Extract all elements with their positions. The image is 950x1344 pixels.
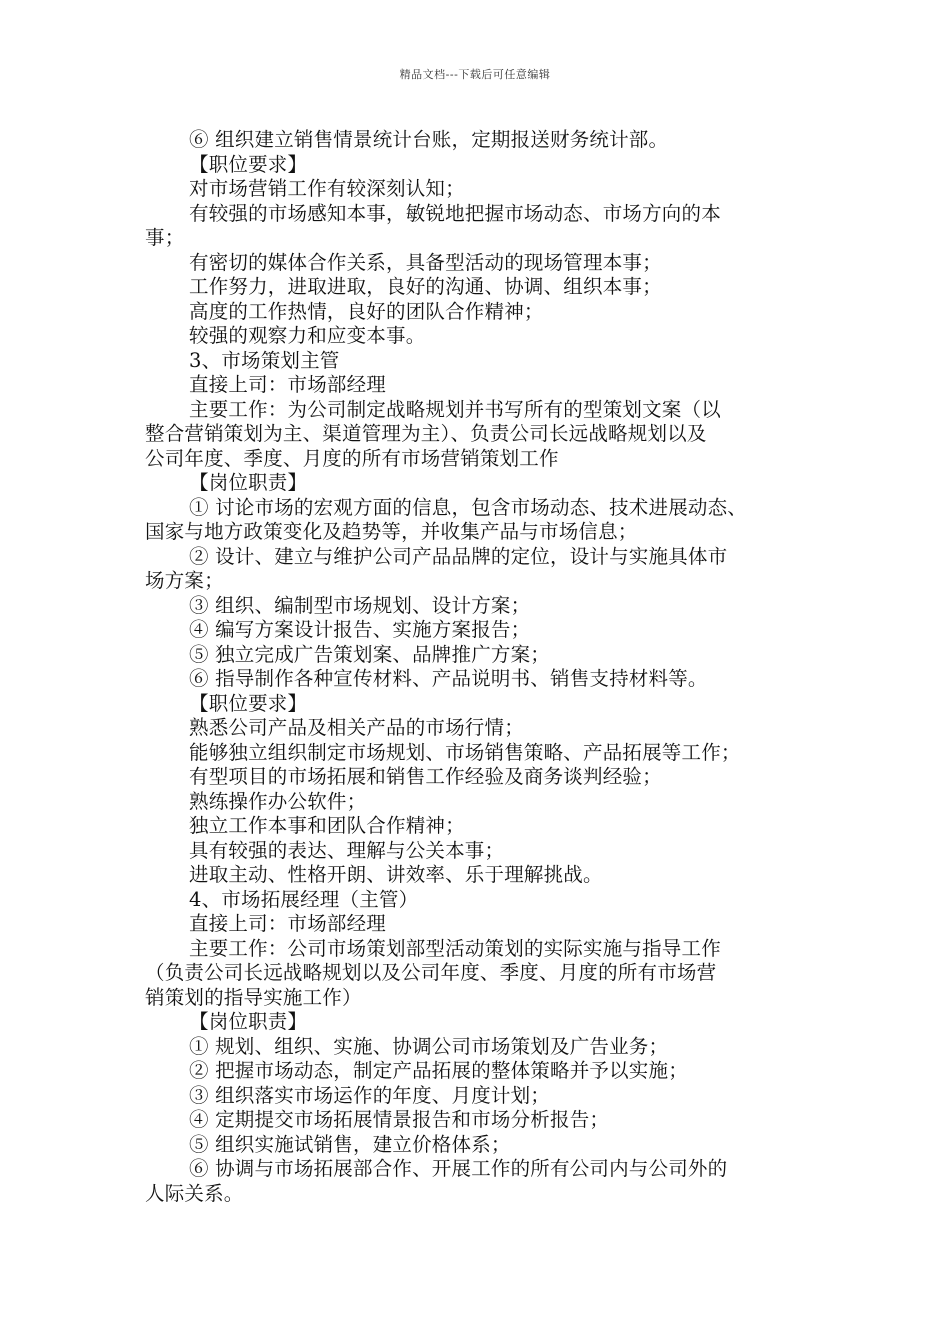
text-line: 国家与地方政策变化及趋势等，并收集产品与市场信息；: [145, 520, 638, 543]
text-line: 主要工作：为公司制定战略规划并书写所有的型策划文案（以: [189, 397, 721, 421]
text-line: 场方案；: [145, 569, 224, 592]
text-line: ⑥ 组织建立销售情景统计台账，定期报送财务统计部。: [189, 128, 669, 151]
text-line: ⑤ 独立完成广告策划案、品牌推广方案；: [189, 642, 550, 666]
text-line: 有密切的媒体合作关系，具备型活动的现场管理本事；: [189, 250, 662, 274]
text-line: ② 设计、建立与维护公司产品品牌的定位，设计与实施具体市: [189, 544, 728, 568]
text-line: 事；: [145, 226, 185, 249]
text-line: ③ 组织落实市场运作的年度、月度计划；: [189, 1083, 550, 1107]
text-line: ⑥ 协调与市场拓展部合作、开展工作的所有公司内与公司外的: [189, 1157, 728, 1180]
text-line: 有较强的市场感知本事，敏锐地把握市场动态、市场方向的本: [189, 201, 721, 225]
text-line: ① 讨论市场的宏观方面的信息，包含市场动态、技术进展动态、: [189, 495, 747, 519]
text-line: （负责公司长远战略规划以及公司年度、季度、月度的所有市场营: [145, 961, 717, 984]
text-line: 较强的观察力和应变本事。: [189, 324, 426, 347]
text-line: 【岗位职责】: [189, 1010, 308, 1033]
text-line: 熟练操作办公软件；: [189, 789, 367, 813]
text-line: 销策划的指导实施工作）: [145, 985, 362, 1009]
text-line: 【职位要求】: [189, 691, 308, 715]
text-line: ⑥ 指导制作各种宣传材料、产品说明书、销售支持材料等。: [189, 667, 708, 690]
text-line: 【岗位职责】: [189, 471, 308, 494]
text-line: 高度的工作热情，良好的团队合作精神；: [189, 299, 544, 323]
text-line: 对市场营销工作有较深刻认知；: [189, 177, 465, 200]
text-line: ② 把握市场动态，制定产品拓展的整体策略并予以实施；: [189, 1059, 688, 1082]
text-line: 3、市场策划主管: [189, 348, 340, 372]
text-line: 主要工作：公司市场策划部型活动策划的实际实施与指导工作: [189, 936, 721, 960]
text-line: 能够独立组织制定市场规划、市场销售策略、产品拓展等工作；: [189, 740, 741, 764]
text-line: 直接上司：市场部经理: [189, 912, 387, 935]
text-line: 熟悉公司产品及相关产品的市场行情；: [189, 716, 524, 739]
text-line: ④ 定期提交市场拓展情景报告和市场分析报告；: [189, 1108, 610, 1131]
document-body: [145, 128, 815, 1206]
text-line: 独立工作本事和团队合作精神；: [189, 814, 465, 837]
text-line: 有型项目的市场拓展和销售工作经验及商务谈判经验；: [189, 765, 662, 788]
text-line: 直接上司：市场部经理: [189, 373, 387, 396]
page-header: 精品文档---下载后可任意编辑: [399, 68, 551, 81]
text-line: 具有较强的表达、理解与公关本事；: [189, 838, 505, 862]
text-line: 整合营销策划为主、渠道管理为主）、负责公司长远战略规划以及: [145, 422, 707, 445]
text-line: 4、市场拓展经理（主管）: [189, 887, 419, 911]
text-line: ④ 编写方案设计报告、实施方案报告；: [189, 618, 531, 641]
text-line: 公司年度、季度、月度的所有市场营销策划工作: [145, 446, 559, 470]
text-line: ③ 组织、编制型市场规划、设计方案；: [189, 593, 531, 617]
text-line: 人际关系。: [145, 1181, 244, 1205]
text-line: ① 规划、组织、实施、协调公司市场策划及广告业务；: [189, 1034, 669, 1058]
text-line: 【职位要求】: [189, 152, 308, 176]
text-line: 进取主动、性格开朗、讲效率、乐于理解挑战。: [189, 863, 603, 886]
text-line: ⑤ 组织实施试销售，建立价格体系；: [189, 1132, 511, 1156]
text-line: 工作努力，进取进取，良好的沟通、协调、组织本事；: [189, 275, 662, 298]
